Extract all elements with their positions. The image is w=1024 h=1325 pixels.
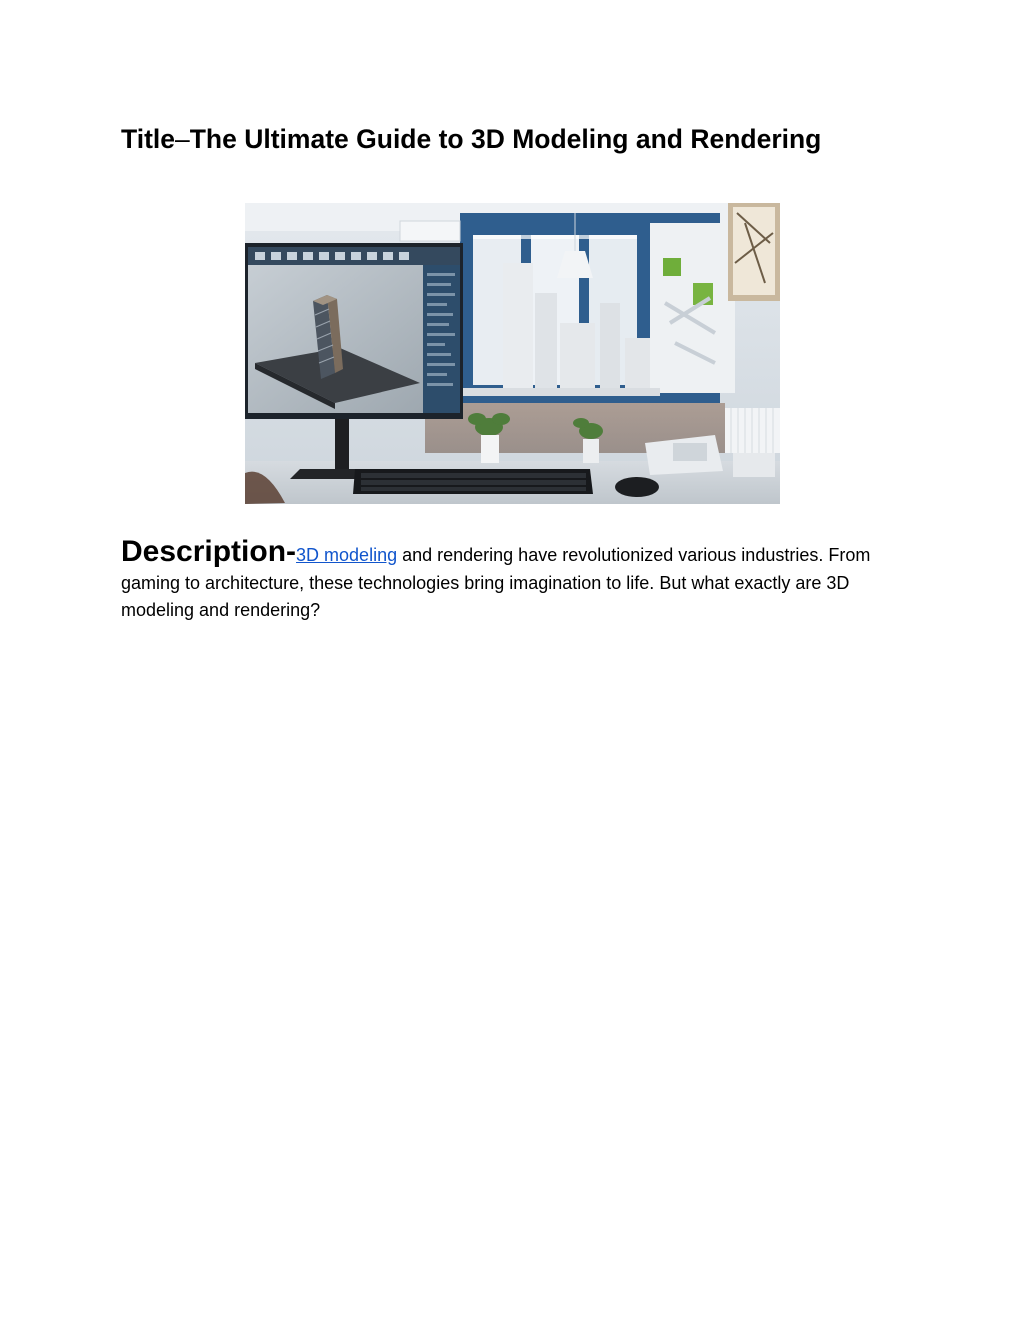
title-text: The Ultimate Guide to 3D Modeling and Rendering xyxy=(189,124,822,154)
3d-modeling-link[interactable]: 3D modeling xyxy=(296,545,398,565)
description-paragraph xyxy=(121,534,911,624)
document-title xyxy=(121,119,1001,159)
title-dash: – xyxy=(175,124,190,154)
title-prefix: Title xyxy=(121,124,175,154)
description-text: and rendering have revolutionized various industries. From gaming to architecture, these technologies bring imagination to life. But what exactly are 3D modeling and rendering? xyxy=(121,545,871,620)
hero-image-3d-workstation xyxy=(245,203,780,504)
description-label: Description- xyxy=(121,535,297,568)
